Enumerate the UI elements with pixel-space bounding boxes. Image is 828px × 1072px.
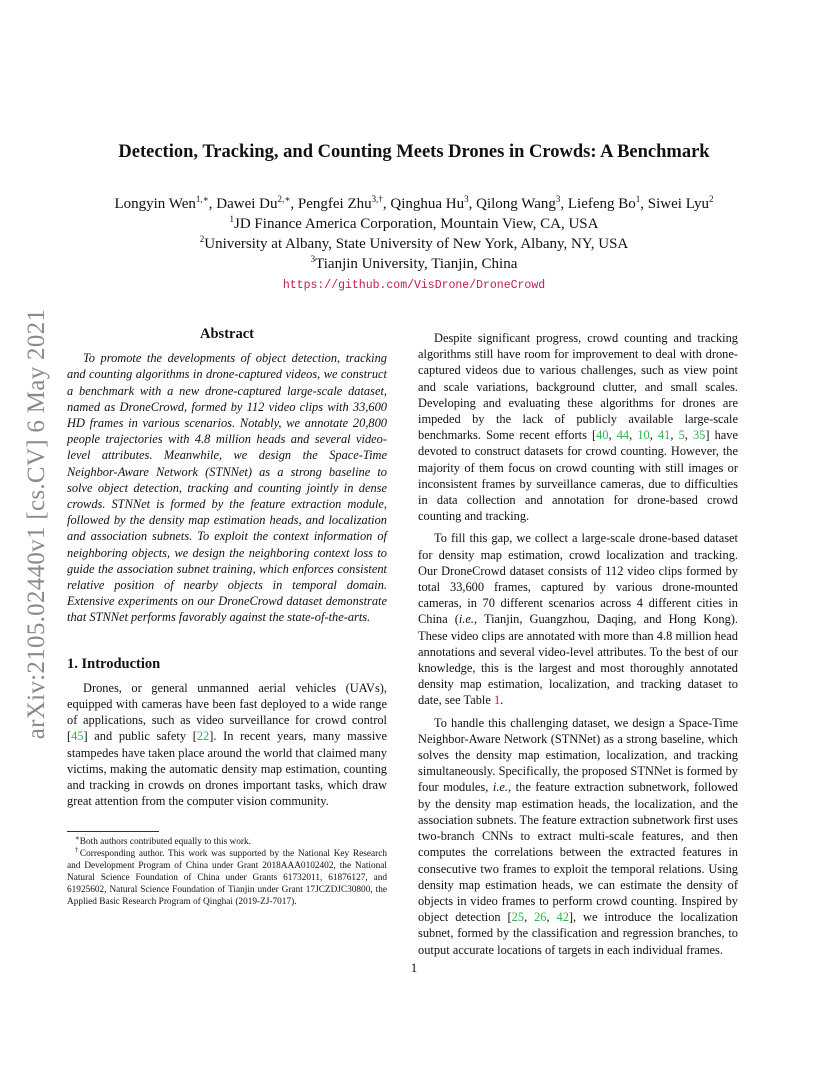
right-column: [418, 330, 738, 958]
table-reference-link[interactable]: 1: [493, 693, 501, 708]
author-mark: 3: [555, 194, 561, 204]
citation-link[interactable]: 22: [196, 729, 210, 744]
footnote-text: Both authors contributed equally to this work.: [79, 837, 251, 848]
author-name: , Dawei Du: [208, 196, 278, 212]
text-run: ,: [670, 428, 679, 443]
project-url[interactable]: [0, 274, 828, 296]
citation-link[interactable]: 5: [678, 428, 685, 443]
paper-title: Detection, Tracking, and Counting Meets Drones in Crowds: A Benchmark: [118, 142, 710, 162]
citation-link[interactable]: 35: [692, 428, 706, 443]
intro-paragraph: [67, 680, 387, 810]
abstract-text: To promote the developments of object detection, tracking and counting algorithms in drone-captured videos, we construct a benchmark with a new drone-captured large-scale dataset, named as DroneCrowd, formed by 112 video clips with 33,600 HD frames in various scenarios. Notably, we annotate 20,800 people trajectories with 4.8 million heads and several video-level attributes. Meanwhile, we design the Space-Time Neighbor-Aware Network (STNNet) as a strong baseline to solve object detection, tracking and counting jointly in dense crowds. STNNet is formed by the feature extraction module, followed by the density map estimation heads, and localization and association subnets. To exploit the context information of neighboring objects, we design the neighboring context loss to guide the association subnet training, which enforces consistent relative position of nearby objects in temporal domain. Extensive experiments on our DroneCrowd dataset demonstrate that STNNet performs favorably against the state-of-the-arts.: [67, 351, 387, 625]
text-run: ]. In recent years, many massive stampedes have taken place around the world that claimed many victims, making the automatic density map estimation, counting and tracking in crowds on drones important tasks, which draw great attention from the computer vision community.: [67, 729, 387, 809]
body-paragraph: [418, 330, 738, 524]
text-run: Despite significant progress, crowd counting and tracking algorithms still have room for improvement to deal with drone-captured videos due to various challenges, such as view point and scale variations, background clutter, and small scales. Developing and evaluating these algorithms for drones are impeded by the lack of publicly available large-scale benchmarks. Some recent efforts [: [418, 331, 738, 443]
text-run: To fill this gap, we collect a large-scale drone-based dataset for density map estimation, crowd localization and tracking. Our DroneCrowd dataset consists of 112 video clips formed by total 33,600 frames, captured by various drone-mounted cameras, in 70 different scenarios across 4 different cities in China (: [418, 531, 738, 627]
author-mark: 3: [464, 194, 469, 204]
text-run: i.e.: [492, 780, 509, 795]
citation-link[interactable]: 41: [657, 428, 671, 443]
affiliation-mark: 3: [310, 254, 316, 264]
author-name: , Qinghua Hu: [382, 196, 465, 212]
affiliation-text: University at Albany, State University of New York, Albany, NY, USA: [204, 236, 629, 252]
citation-link[interactable]: 10: [637, 428, 650, 443]
text-run: .: [500, 693, 504, 708]
text-run: ,: [608, 428, 617, 443]
text-run: i.e.: [458, 612, 474, 627]
page-number: 1: [410, 960, 418, 975]
body-paragraph: [418, 530, 738, 708]
text-run: ,: [649, 428, 658, 443]
footnote-rule: [67, 831, 159, 832]
author-name: , Siwei Lyu: [640, 196, 710, 212]
author-name: , Qilong Wang: [468, 196, 556, 212]
introduction-heading: 1. Introduction: [67, 655, 161, 672]
affiliation: [0, 214, 828, 234]
citation-link[interactable]: 44: [616, 428, 630, 443]
text-run: Drones, or general unmanned aerial vehicles (UAVs), equipped with cameras have been fast deployed to a wide range of applications, such as video surveillance for crowd control [: [67, 680, 387, 744]
arxiv-stamp-text: arXiv:2105.02440v1 [cs.CV] 6 May 2021: [23, 308, 50, 740]
footnote-text: Corresponding author. This work was supported by the National Key Research and Development Program of China under Grant 2018AAA0102402, the National Natural Science Foundation of China under Grants 61732011, 61876127, and 61925602, Natural Science Foundation of Tianjin under Grant 17JCZDJC30800, the Applied Basic Research Program of Qinghai (2019-ZJ-7017).: [67, 849, 387, 908]
citation-link[interactable]: 40: [596, 428, 609, 443]
author-mark: 1: [635, 194, 641, 204]
author-name: , Pengfei Zhu: [290, 196, 372, 212]
affiliation-mark: 1: [229, 214, 235, 224]
affiliation-text: JD Finance America Corporation, Mountain View, CA, USA: [234, 216, 599, 232]
author-block: [0, 194, 828, 296]
affiliation-text: Tianjin University, Tianjin, China: [315, 256, 518, 272]
author-name: , Liefeng Bo: [560, 196, 636, 212]
footnote-mark: ∗: [75, 834, 80, 843]
left-column: [67, 326, 387, 908]
text-run: , the feature extraction subnetwork, followed by the density map estimation heads, the localization, and the association subnets. The feature extraction subnetwork first uses two-branch CNNs to extract multi-scale features, and then computes the correlations between the extracted features in consecutive two frames to exploit the temporal relations. Using density map estimation heads, we can estimate the density of objects in video frames to perform crowd counting. Inspired by object detection [: [418, 780, 738, 925]
affiliation-mark: 2: [199, 234, 205, 244]
arxiv-stamp: [12, 286, 62, 762]
footnote-corresponding-author: [67, 848, 387, 908]
text-run: To handle this challenging dataset, we design a Space-Time Neighbor-Aware Network (STNNet) as a strong baseline, which solves the density map estimation, localization, and tracking simultaneously. Specifically, the proposed STNNet is formed by four modules,: [418, 715, 738, 795]
citation-link[interactable]: 42: [556, 910, 569, 925]
citation-link[interactable]: 26: [534, 910, 547, 925]
citation-link[interactable]: 45: [71, 729, 84, 744]
project-url-link[interactable]: https://github.com/VisDrone/DroneCrowd: [282, 279, 546, 292]
body-paragraph: [418, 715, 738, 958]
text-run: ] have devoted to construct datasets for crowd counting. However, the majority of them focus on crowd counting with still images or inconsistent frames by surveillance cameras, due to difficulties in data collection and annotation for drone-based crowd counting and tracking.: [418, 428, 738, 524]
footnote-mark: †: [75, 846, 80, 855]
footnote-equal-contribution: [67, 836, 387, 848]
citation-link[interactable]: 25: [511, 910, 525, 925]
text-run: ,: [684, 428, 693, 443]
text-run: ,: [546, 910, 557, 925]
text-run: ,: [524, 910, 535, 925]
author-list: [0, 194, 828, 214]
abstract-heading: Abstract: [200, 326, 254, 342]
author-mark: 2: [709, 194, 714, 204]
author-mark: 2,∗: [277, 194, 291, 204]
affiliation: [0, 234, 828, 254]
author-name: Longyin Wen: [114, 196, 196, 212]
author-mark: 3,†: [371, 194, 383, 204]
text-run: ,: [629, 428, 638, 443]
text-run: , Tianjin, Guangzhou, Daqing, and Hong Kong). These video clips are annotated with more than 4.8 million head annotations and several video-level attributes. To the best of our knowledge, this is the largest and most thoroughly annotated density map estimation, localization, and tracking dataset to date, see Table: [418, 612, 738, 708]
text-run: ] and public safety [: [83, 729, 197, 744]
affiliation: [0, 254, 828, 274]
author-mark: 1,∗: [195, 194, 209, 204]
text-run: ], we introduce the localization subnet, formed by the classification and regression branches, to output accurate locations of targets in each individual frames.: [418, 910, 738, 957]
